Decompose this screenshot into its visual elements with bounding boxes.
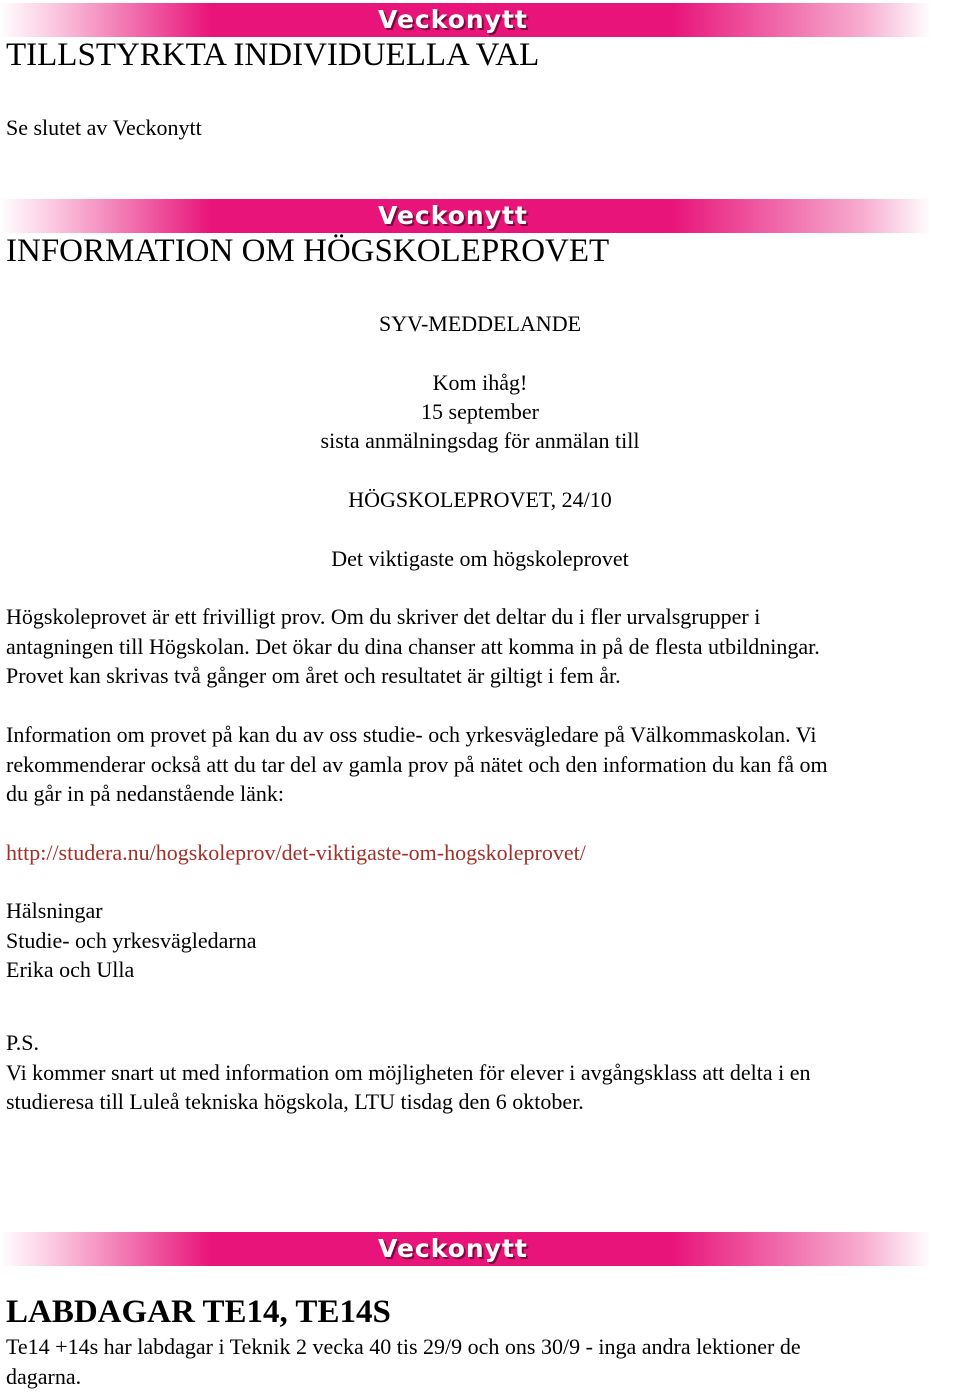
paragraph-line: antagningen till Högskolan. Det ökar du dina chanser att komma in på de flesta utbildningar. — [6, 634, 820, 659]
veckonytt-banner — [0, 3, 960, 37]
veckonytt-banner — [0, 199, 960, 233]
section-title-labdagar: LABDAGAR TE14, TE14S — [6, 1294, 391, 1330]
reminder-line: 15 september — [421, 399, 539, 424]
valen-text: Se slutet av Veckonytt — [6, 115, 202, 140]
banner-logo-text: Veckonytt — [378, 1234, 528, 1263]
veckonytt-banner — [0, 1232, 960, 1266]
subheading: Det viktigaste om högskoleprovet — [331, 546, 629, 571]
section-title-hogskoleprovet: INFORMATION OM HÖGSKOLEPROVET — [6, 233, 610, 269]
syv-heading: SYV-MEDDELANDE — [378, 311, 582, 336]
event-line: HÖGSKOLEPROVET, 24/10 — [348, 487, 612, 512]
section-title-valen: TILLSTYRKTA INDIVIDUELLA VAL — [6, 37, 540, 73]
paragraph-line: Högskoleprovet är ett frivilligt prov. Om du skriver det deltar du i fler urvalsgrupper i — [6, 604, 761, 629]
signature-line: Studie- och yrkesvägledarna — [6, 928, 257, 953]
paragraph-line: du går in på nedanstående länk: — [6, 781, 284, 806]
reminder-line: sista anmälningsdag för anmälan till — [320, 428, 640, 453]
paragraph-line: rekommenderar också att du tar del av gamla prov på nätet och den information du kan få om — [6, 752, 828, 777]
reminder-line: Kom ihåg! — [432, 370, 528, 395]
paragraph-line: Provet kan skrivas två gånger om året och resultatet är giltigt i fem år. — [6, 663, 621, 688]
signature-line: Hälsningar — [6, 898, 103, 923]
hogskoleprov-link[interactable]: http://studera.nu/hogskoleprov/det-viktigaste-om-hogskoleprovet/ — [6, 840, 586, 865]
ps-line: Vi kommer snart ut med information om möjligheten för elever i avgångsklass att delta i en — [6, 1060, 811, 1085]
signature-line: Erika och Ulla — [6, 957, 135, 982]
labdagar-line: Te14 +14s har labdagar i Teknik 2 vecka 40 tis 29/9 och ons 30/9 - inga andra lektioner de — [6, 1334, 801, 1359]
ps-line: studieresa till Luleå tekniska högskola, LTU tisdag den 6 oktober. — [6, 1089, 584, 1114]
labdagar-line: dagarna. — [6, 1364, 82, 1389]
paragraph-line: Information om provet på kan du av oss studie- och yrkesvägledare på Välkommaskolan. Vi — [6, 722, 817, 747]
banner-logo-text: Veckonytt — [378, 5, 528, 34]
banner-logo-text: Veckonytt — [378, 201, 528, 230]
ps-label: P.S. — [6, 1030, 40, 1055]
